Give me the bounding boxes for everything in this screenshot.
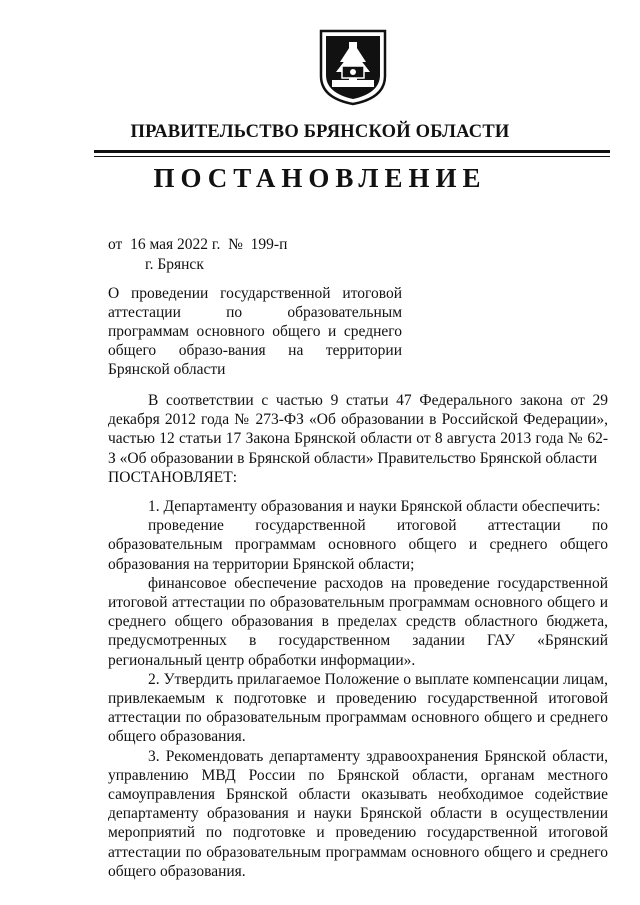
preamble-paragraph: В соответствии с частью 9 статьи 47 Федерального закона от 29 декабря 2012 года № 273-ФЗ «Об образовании в Российской Федерации», частью 12 статьи 17 Закона Брянской области от 8 августа 2013 года № 62-З «Об образовании в Брянской области» Правительство Брянской области [108, 392, 608, 467]
paragraph-1: 1. Департаменту образования и науки Брянской области обеспечить: [148, 498, 601, 516]
document-type-title: ПОСТАНОВЛЕНИЕ [153, 163, 487, 193]
header-rule-thin [94, 156, 610, 157]
date-number-line: от 16 мая 2022 г. № 199-п [108, 236, 288, 253]
government-name: ПРАВИТЕЛЬСТВО БРЯНСКОЙ ОБЛАСТИ [130, 122, 510, 142]
paragraph-1-item-2: финансовое обеспечение расходов на проведение государственной итоговой аттестации по образовательным программам основного общего и среднего общего образования в пределах средств областного бюджета, предусмотренных в государственном задании ГАУ «Брянский региональный центр обработки информации». [108, 574, 608, 669]
document-subject: О проведении государственной итоговой аттестации по образовательным программам основного общего и среднего общего образо-вания на территории Брянской области [108, 285, 402, 378]
document-body [108, 391, 608, 881]
resolves-word: ПОСТАНОВЛЯЕТ: [108, 468, 238, 486]
header-rule-thick [94, 150, 610, 153]
paragraph-1-item-1: проведение государственной итоговой аттестации по образовательным программам основного общего и среднего общего образования на территории Брянской области; [108, 517, 608, 573]
paragraph-3: 3. Рекомендовать департаменту здравоохранения Брянской области, управлению МВД России по Брянской области, органам местного самоуправления Брянской области оказывать необходимое содействие департаменту образования и науки Брянской области в осуществлении мероприятий по подготовке и проведению государственной итоговой аттестации по образовательным программам основного общего и среднего общего образования. [108, 747, 608, 880]
city-line: г. Брянск [145, 256, 204, 273]
paragraph-2: 2. Утвердить прилагаемое Положение о выплате компенсации лицам, привлекаемым к подготовке и проведению государственной итоговой аттестации по образовательным программам основного общего и среднего общего образования. [108, 670, 608, 746]
coat-of-arms-icon [318, 28, 388, 106]
